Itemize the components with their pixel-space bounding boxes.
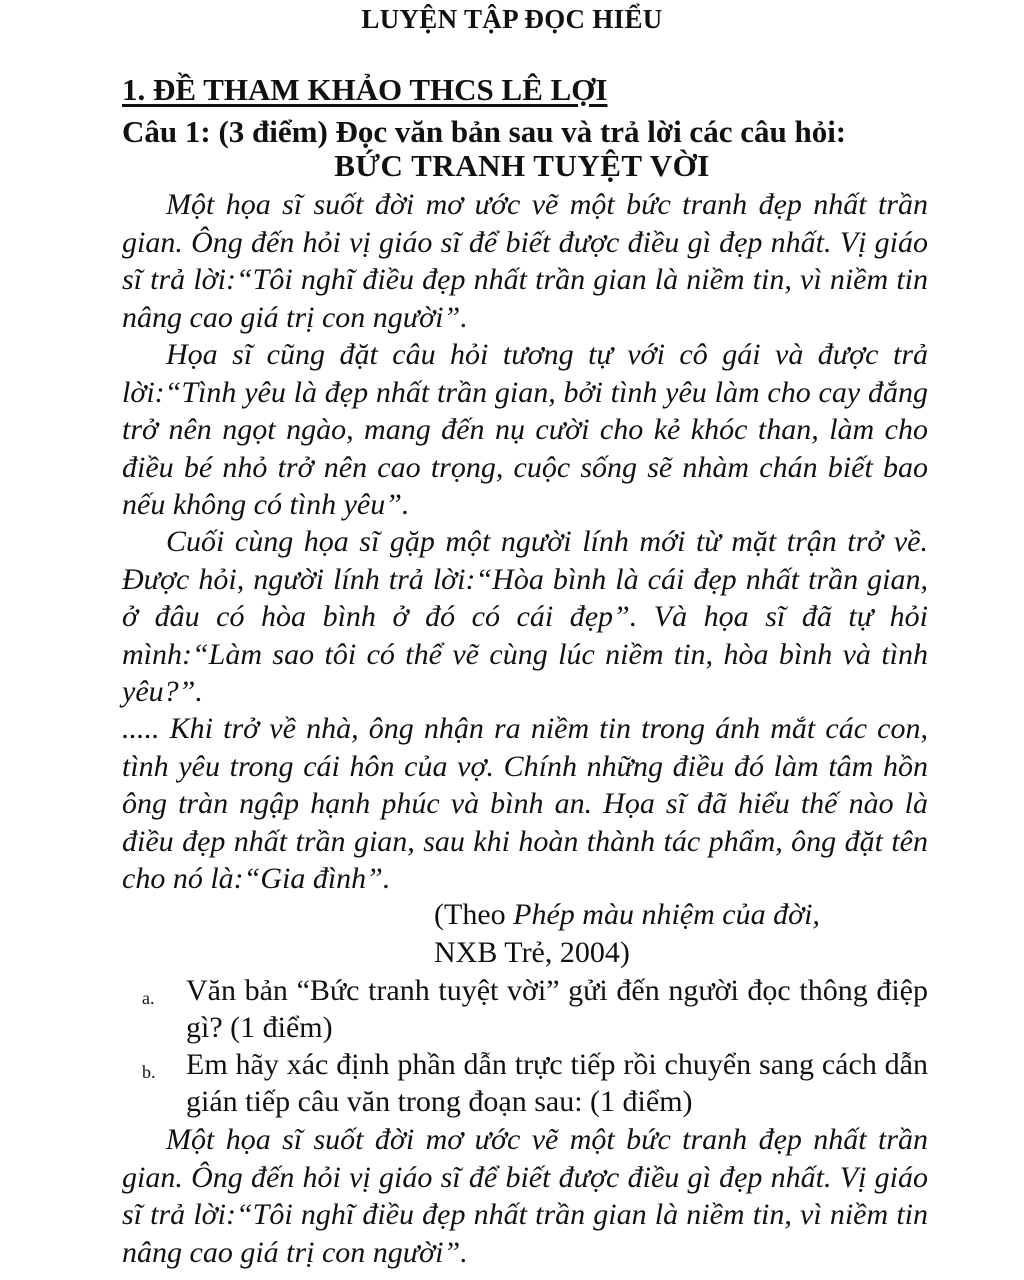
question-a bbox=[142, 972, 928, 1046]
story-paragraph-4: ..... Khi trở về nhà, ông nhận ra niềm tin trong ánh mắt các con, tình yêu trong cái hôn của vợ. Chính những điều đó làm tâm hồn ông tràn ngập hạnh phúc và bình an. Họa sĩ đã hiểu thế nào là điều đẹp nhất trần gian, sau khi hoàn thành tác phẩm, ông đặt tên cho nó là:“Gia đình”. bbox=[122, 712, 928, 895]
page-title: LUYỆN TẬP ĐỌC HIỂU bbox=[361, 4, 663, 34]
story-source bbox=[434, 896, 928, 934]
source-publisher: NXB Trẻ, 2004) bbox=[434, 936, 630, 969]
source-work: Phép màu nhiệm của đời, bbox=[513, 898, 820, 931]
question-b-text: Em hãy xác định phần dẫn trực tiếp rồi chuyển sang cách dẫn gián tiếp câu văn trong đoạn sau: (1 điểm) bbox=[186, 1048, 928, 1118]
question-a-text: Văn bản “Bức tranh tuyệt vời” gửi đến người đọc thông điệp gì? (1 điểm) bbox=[186, 974, 928, 1044]
question-b bbox=[142, 1046, 928, 1120]
section-title: 1. ĐỀ THAM KHẢO THCS LÊ LỢI bbox=[122, 72, 608, 107]
question-a-marker: a. bbox=[142, 988, 155, 1008]
story-paragraph-2: Họa sĩ cũng đặt câu hỏi tương tự với cô gái và được trả lời:“Tình yêu là đẹp nhất trần gian, bởi tình yêu làm cho cay đắng trở nên ngọt ngào, mang đến nụ cười cho kẻ khóc than, làm cho điều bé nhỏ trở nên cao trọng, cuộc sống sẽ nhàm chán biết bao nếu không có tình yêu”. bbox=[122, 338, 928, 521]
story-title: BỨC TRANH TUYỆT VỜI bbox=[334, 148, 710, 183]
story-source-publisher-line bbox=[434, 934, 928, 972]
story-paragraph-1: Một họa sĩ suốt đời mơ ước vẽ một bức tranh đẹp nhất trần gian. Ông đến hỏi vị giáo sĩ để biết được điều gì đẹp nhất. Vị giáo sĩ trả lời:“Tôi nghĩ điều đẹp nhất trần gian là niềm tin, vì niềm tin nâng cao giá trị con người”. bbox=[122, 188, 928, 334]
story-paragraph-3: Cuối cùng họa sĩ gặp một người lính mới từ mặt trận trở về. Được hỏi, người lính trả lời:“Hòa bình là cái đẹp nhất trần gian, ở đâu có hòa bình ở đó có cái đẹp”. Và họa sĩ đã tự hỏi mình:“Làm sao tôi có thể vẽ cùng lúc niềm tin, hòa bình và tình yêu?”. bbox=[122, 525, 928, 708]
source-prefix: (Theo bbox=[434, 898, 514, 931]
question-b-marker: b. bbox=[142, 1062, 156, 1082]
quoted-passage: Một họa sĩ suốt đời mơ ước vẽ một bức tranh đẹp nhất trần gian. Ông đến hỏi vị giáo sĩ để biết được điều gì đẹp nhất. Vị giáo sĩ trả lời:“Tôi nghĩ điều đẹp nhất trần gian là niềm tin, vì niềm tin nâng cao giá trị con người”. bbox=[122, 1123, 928, 1269]
question-heading: Câu 1: (3 điểm) Đọc văn bản sau và trả lời các câu hỏi: bbox=[122, 114, 847, 149]
